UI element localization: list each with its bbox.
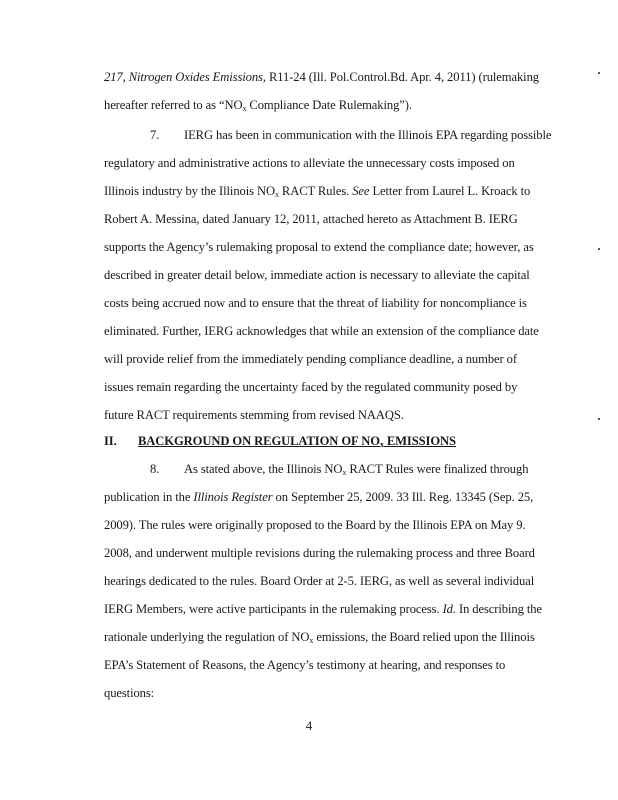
paragraph-number: 8. [150, 462, 160, 476]
register-citation: Illinois Register [193, 490, 273, 504]
scan-mark [598, 418, 600, 420]
text-line: publication in the Illinois Register on September 25, 2009. 33 Ill. Reg. 13345 (Sep. 25, [104, 490, 534, 504]
text-line: future RACT requirements stemming from revised NAAQS. [104, 408, 404, 422]
text-line: EPA’s Statement of Reasons, the Agency’s testimony at hearing, and responses to [104, 658, 506, 672]
text-line: 2009). The rules were originally proposed to the Board by the Illinois EPA on May 9. [104, 518, 526, 532]
text-line: Illinois industry by the Illinois $NO_x$ RACT Rules. See Letter from Laurel L. Kroack to [104, 184, 531, 199]
paragraph-number: 7. [150, 128, 160, 142]
paragraph-7-first-line: 7. IERG has been in communication with the Illinois EPA regarding possible [150, 128, 552, 142]
scan-mark [598, 72, 600, 74]
text-line: 217, Nitrogen Oxides Emissions, R11-24 (Ill. Pol.Control.Bd. Apr. 4, 2011) (rulemaking [104, 70, 539, 84]
text-line: described in greater detail below, immediate action is necessary to alleviate the capital [104, 268, 530, 282]
text-line: IERG Members, were active participants in the rulemaking process. Id. In describing the [104, 602, 542, 616]
section-number: II. [104, 434, 117, 448]
text-line: hearings dedicated to the rules. Board Order at 2-5. IERG, as well as several individual [104, 574, 535, 588]
case-citation: 217, Nitrogen Oxides Emissions, [104, 70, 266, 84]
text-line: issues remain regarding the uncertainty faced by the regulated community posed by [104, 380, 518, 394]
text-line: regulatory and administrative actions to alleviate the unnecessary costs imposed on [104, 156, 515, 170]
text-line: Robert A. Messina, dated January 12, 2011, attached hereto as Attachment B. IERG [104, 212, 518, 226]
section-title: BACKGROUND ON REGULATION OF $NO_x$ EMISSIONS [138, 434, 456, 449]
text-line: supports the Agency’s rulemaking proposal to extend the compliance date; however, as [104, 240, 534, 254]
paragraph-8-first-line: 8. As stated above, the Illinois $NO_x$ RACT Rules were finalized through [150, 462, 529, 477]
page-number: 4 [305, 718, 313, 733]
section-heading [104, 434, 456, 449]
text-line: 2008, and underwent multiple revisions during the rulemaking process and three Board [104, 546, 535, 560]
text-line: will provide relief from the immediately pending compliance deadline, a number of [104, 352, 517, 366]
scan-mark [598, 248, 600, 250]
text-line: rationale underlying the regulation of $NO_x$ emissions, the Board relied upon the Illinois [104, 630, 535, 645]
text-line: questions: [104, 686, 155, 700]
text-line: hereafter referred to as “$NO_x$ Compliance Date Rulemaking”). [104, 98, 412, 113]
text-line: costs being accrued now and to ensure that the threat of liability for noncompliance is [104, 296, 527, 310]
text-line: eliminated. Further, IERG acknowledges that while an extension of the compliance date [104, 324, 539, 338]
